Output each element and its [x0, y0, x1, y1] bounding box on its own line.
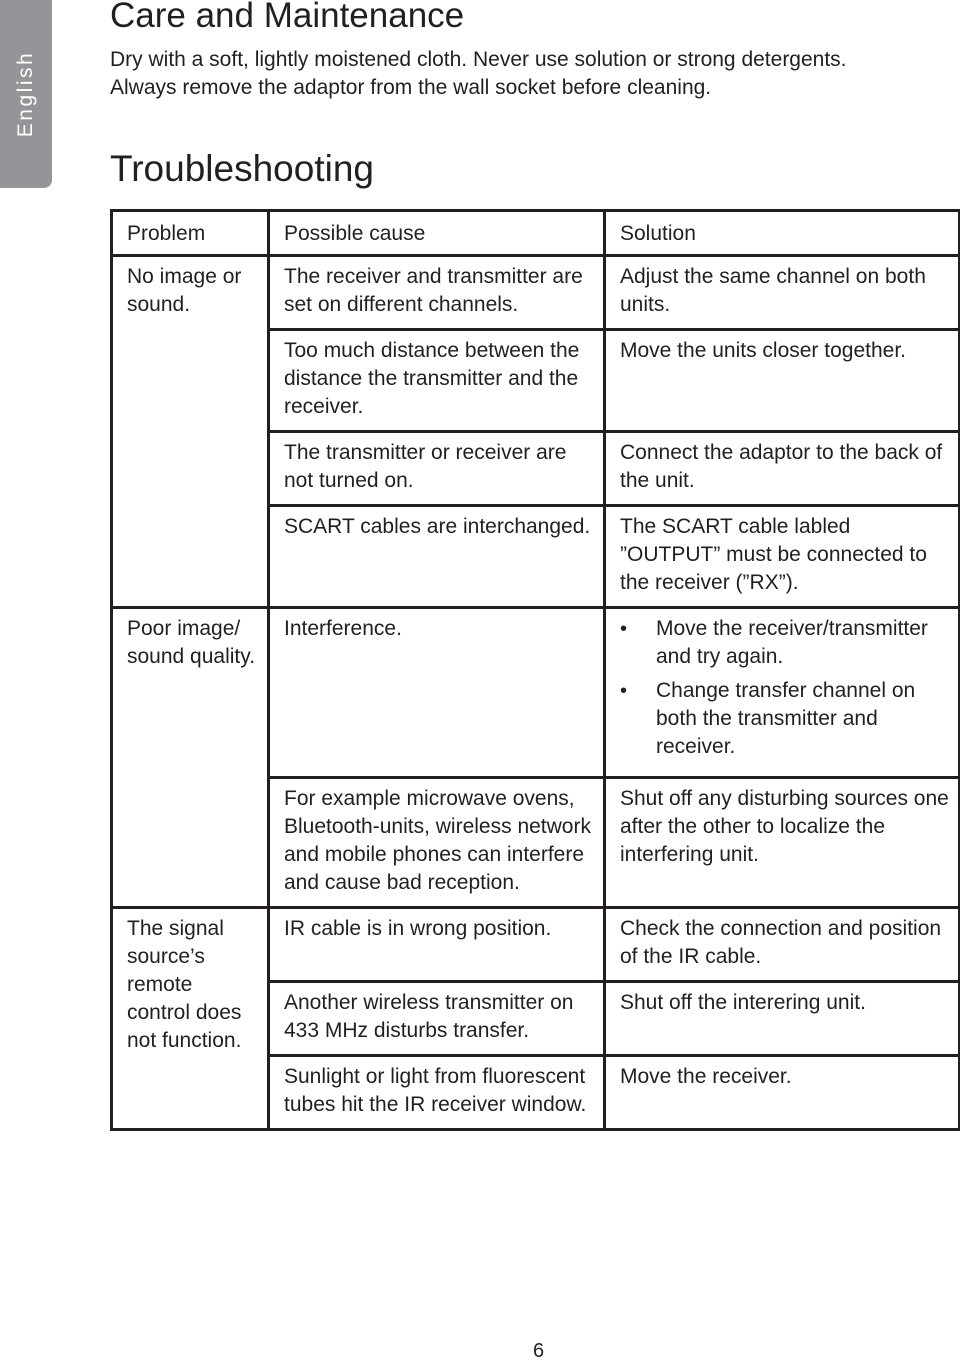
cause-cell: The transmitter or receiver are not turned on. [269, 432, 605, 506]
table-row [112, 908, 960, 982]
solution-cell: Move the units closer together. [605, 330, 960, 432]
table-header-row [112, 211, 960, 256]
care-title: Care and Maintenance [110, 0, 465, 35]
page-number: 6 [533, 1340, 545, 1362]
solution-cell: Shut off the interering unit. [605, 982, 960, 1056]
care-line-1: Dry with a soft, lightly moistened cloth. Never use solution or strong detergents. [110, 48, 847, 71]
solution-bullet-list [620, 615, 952, 761]
language-tab [0, 0, 52, 188]
solution-cell: Shut off any disturbing sources one after the other to localize the interfering unit. [605, 778, 960, 908]
cause-cell: Too much distance between the distance the transmitter and the receiver. [269, 330, 605, 432]
care-line-2: Always remove the adaptor from the wall socket before cleaning. [110, 76, 712, 99]
cause-cell: Another wireless transmitter on 433 MHz disturbs transfer. [269, 982, 605, 1056]
troubleshooting-table [110, 209, 960, 1131]
troubleshooting-title: Troubleshooting [110, 148, 374, 189]
header-solution: Solution [605, 211, 960, 256]
problem-cell: Poor image/ sound quality. [112, 608, 269, 908]
care-text [110, 46, 847, 102]
cause-cell: Sunlight or light from fluorescent tubes hit the IR receiver window. [269, 1056, 605, 1130]
cause-cell: Interference. [269, 608, 605, 778]
cause-cell: The receiver and transmitter are set on different channels. [269, 256, 605, 330]
language-tab-label: English [14, 50, 37, 138]
solution-cell: Connect the adaptor to the back of the unit. [605, 432, 960, 506]
solution-cell: Move the receiver. [605, 1056, 960, 1130]
solution-cell [605, 608, 960, 778]
solution-cell: The SCART cable labled ”OUTPUT” must be connected to the receiver (”RX”). [605, 506, 960, 608]
solution-cell: Check the connection and position of the IR cable. [605, 908, 960, 982]
cause-cell: IR cable is in wrong position. [269, 908, 605, 982]
problem-cell: No image or sound. [112, 256, 269, 608]
solution-bullet: • Move the receiver/transmitter and try again. [620, 615, 952, 671]
solution-cell: Adjust the same channel on both units. [605, 256, 960, 330]
solution-bullet: • Change transfer channel on both the transmitter and receiver. [620, 677, 952, 761]
cause-cell: SCART cables are interchanged. [269, 506, 605, 608]
header-cause: Possible cause [269, 211, 605, 256]
header-problem: Problem [112, 211, 269, 256]
cause-cell: For example microwave ovens, Bluetooth-units, wireless network and mobile phones can interfere and cause bad reception. [269, 778, 605, 908]
table-row [112, 256, 960, 330]
problem-cell: The signal source’s remote control does not function. [112, 908, 269, 1130]
table-row [112, 608, 960, 778]
